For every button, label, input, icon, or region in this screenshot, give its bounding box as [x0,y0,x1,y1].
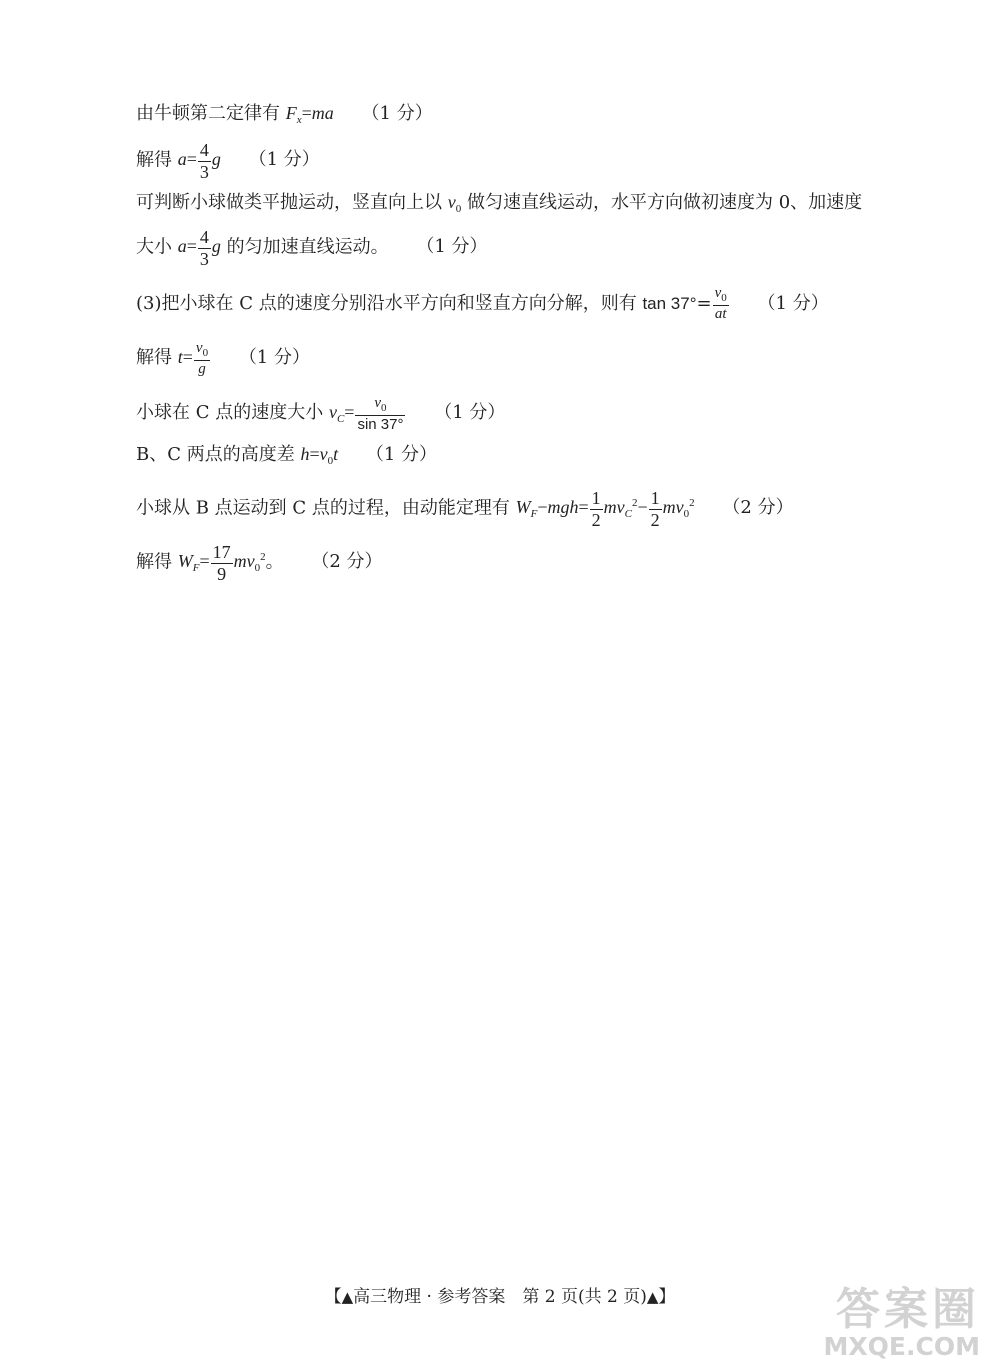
watermark-site: MXQE.COM [823,1332,980,1361]
score-label: （2 分） [722,497,794,519]
triangle-icon: ▲ [341,1288,354,1306]
line-text: 的匀加速直线运动。 [226,236,389,258]
score-label: （1 分） [238,347,310,369]
footer-text: 高三物理 · 参考答案 第 2 页(共 2 页) [353,1287,647,1307]
answer-line-5 [136,285,829,323]
score-label: （1 分） [757,292,829,314]
triangle-icon: ▲ [646,1288,659,1306]
answer-line-1 [136,104,433,126]
formula-work-energy: $W_F-mgh=$ $\frac{1}{2}$ $mv_C^2-$ $\frac{1}{2}$ $mv_0^2$ [515,488,695,530]
answer-line-2 [136,140,320,182]
score-label: （1 分） [416,236,488,258]
line-text: 由牛顿第二定律有 [136,103,280,124]
answer-line-3 [136,193,862,215]
watermark [823,1284,980,1362]
line-text: 解得 [136,551,172,573]
formula-time: t= $\frac{v_0}{g}$ [177,340,209,377]
line-text: 小球从 B 点运动到 C 点的过程，由动能定理有 [136,497,510,519]
line-text: 解得 [136,149,172,171]
formula-acceleration: a= $\frac{4}{3}$ g [177,227,221,269]
line-text: 小球在 C 点的速度大小 [136,402,324,424]
answer-line-8 [136,445,437,467]
answer-line-10 [136,542,383,584]
line-text: (3)把小球在 C 点的速度分别沿水平方向和竖直方向分解，则有 [136,292,637,314]
score-label: （1 分） [365,444,438,465]
line-text: 做匀速直线运动，水平方向做初速度为 0、加速度 [466,192,863,213]
formula-vc: $v_C=$ $\frac{v_0}{\sin 37^\circ}$ [328,395,404,433]
line-text: 解得 [136,347,172,369]
answer-line-9 [136,488,794,530]
line-tail: 。 [265,551,284,573]
formula-newton-second-law: $F_x=ma$ [285,103,334,126]
line-text: 大小 [136,236,172,258]
footer-bracket-left: 【 [324,1287,342,1307]
formula-acceleration: a= $\frac{4}{3}$ g [177,140,221,182]
footer-bracket-right: 】 [658,1287,676,1307]
score-label: （1 分） [434,402,506,424]
formula-tan37: tan 37°= $\frac{v_0}{at}$ [642,285,727,322]
score-label: （1 分） [248,149,320,171]
formula-work-result: $W_F=$ $\frac{17}{9}$ $mv_0^2$ [177,542,266,584]
answer-line-7 [136,395,505,433]
score-label: （2 分） [311,551,383,573]
watermark-logo: 答案圈 [836,1284,980,1335]
formula-v0: $v_0$ [447,192,462,215]
line-text: 可判断小球做类平抛运动，竖直向上以 [136,192,442,213]
score-label: （1 分） [361,103,433,124]
formula-height: $h=v_0t$ [300,444,339,467]
answer-line-6 [136,340,310,378]
answer-line-4 [136,227,488,269]
line-text: B、C 两点的高度差 [136,444,295,465]
